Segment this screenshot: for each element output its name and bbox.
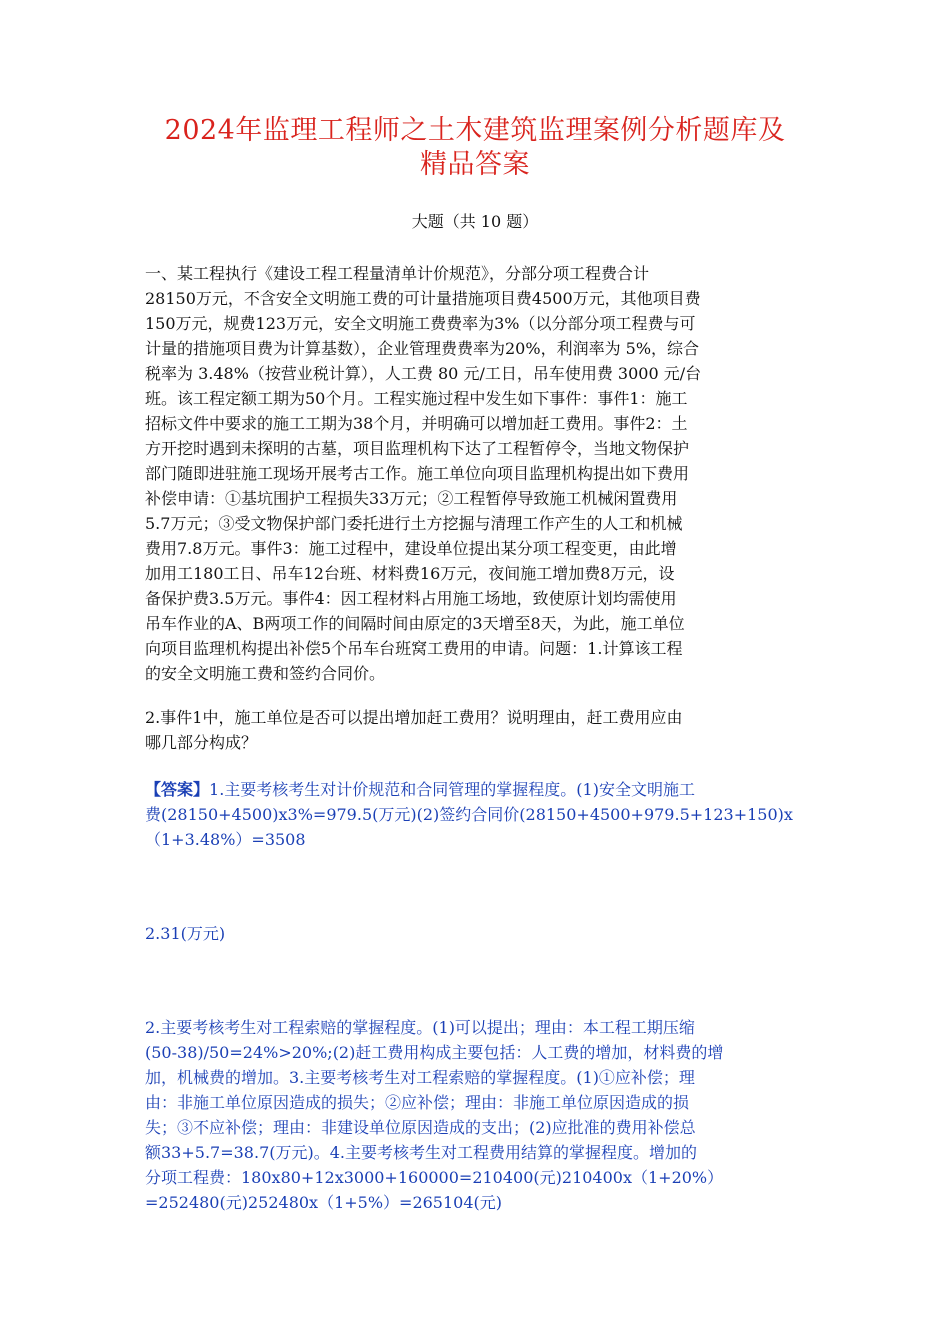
document-title-line-2: 精品答案	[420, 149, 530, 180]
answer-1-first-line	[145, 777, 815, 802]
question-1	[145, 261, 815, 686]
answer-2-line: 加，机械费的增加。3.主要考核考生对工程索赔的掌握程度。(1)①应补偿；理	[145, 1068, 695, 1087]
answer-2-line: 失；③不应补偿；理由：非建设单位原因造成的支出；(2)应批准的费用补偿总	[145, 1118, 696, 1137]
question-1-line: 的安全文明施工费和签约合同价。	[145, 664, 386, 683]
answer-1-line: 费(28150+4500)x3%=979.5(万元)(2)签约合同价(28150+4500+979.5+123+150)x	[145, 805, 793, 824]
question-2	[145, 705, 815, 755]
answer-2-line: 额33+5.7=38.7(万元)。4.主要考核考生对工程费用结算的掌握程度。增加的	[145, 1143, 697, 1162]
question-1-line: 计量的措施项目费为计算基数），企业管理费费率为20%，利润率为 5%，综合	[145, 339, 700, 358]
question-1-line: 备保护费3.5万元。事件4：因工程材料占用施工场地，致使原计划均需使用	[145, 589, 677, 608]
question-1-line: 加用工180工日、吊车12台班、材料费16万元，夜间施工增加费8万元，设	[145, 564, 675, 583]
answer-2-line: 由：非施工单位原因造成的损失；②应补偿；理由：非施工单位原因造成的损	[145, 1093, 690, 1112]
question-1-line: 补偿申请：①基坑围护工程损失33万元；②工程暂停导致施工机械闲置费用	[145, 489, 678, 508]
section-heading: 大题（共 10 题）	[411, 212, 539, 231]
question-1-line: 班。该工程定额工期为50个月。工程实施过程中发生如下事件：事件1：施工	[145, 389, 688, 408]
question-1-line: 招标文件中要求的施工工期为38个月，并明确可以增加赶工费用。事件2：土	[145, 414, 688, 433]
question-2-line: 哪几部分构成？	[145, 733, 258, 752]
document-title-line-1: 2024年监理工程师之土木建筑监理案例分析题库及	[164, 115, 786, 146]
question-1-line: 一、某工程执行《建设工程工程量清单计价规范》，分部分项工程费合计	[145, 264, 650, 283]
question-1-line: 吊车作业的A、B两项工作的间隔时间由原定的3天增至8天，为此，施工单位	[145, 614, 685, 633]
question-1-line: 150万元，规费123万元，安全文明施工费费率为3%（以分部分项工程费与可	[145, 314, 696, 333]
answer-1-tail-line: 2.31(万元)	[145, 924, 226, 943]
question-1-line: 部门随即进驻施工现场开展考古工作。施工单位向项目监理机构提出如下费用	[145, 464, 690, 483]
question-1-line: 向项目监理机构提出补偿5个吊车台班窝工费用的申请。问题：1.计算该工程	[145, 639, 683, 658]
answer-1-first-text: 1.主要考核考生对计价规范和合同管理的掌握程度。(1)安全文明施工	[209, 780, 695, 799]
answer-label: 【答案】	[145, 780, 210, 799]
answer-2-line: 分项工程费：180x80+12x3000+160000=210400(元)210400x（1+20%）	[145, 1168, 724, 1187]
question-2-line: 2.事件1中，施工单位是否可以提出增加赶工费用？说明理由，赶工费用应由	[145, 708, 683, 727]
question-1-line: 费用7.8万元。事件3：施工过程中，建设单位提出某分项工程变更，由此增	[145, 539, 677, 558]
answer-2-line: (50-38)/50=24%>20%;(2)赶工费用构成主要包括：人工费的增加，材料费的增	[145, 1043, 724, 1062]
answer-1-line: （1+3.48%）=3508	[145, 830, 306, 849]
answer-2-line: 2.主要考核考生对工程索赔的掌握程度。(1)可以提出；理由：本工程工期压缩	[145, 1018, 695, 1037]
question-1-line: 5.7万元；③受文物保护部门委托进行土方挖掘与清理工作产生的人工和机械	[145, 514, 683, 533]
question-1-line: 税率为 3.48%（按营业税计算），人工费 80 元/工日，吊车使用费 3000 元/台	[145, 364, 702, 383]
question-1-line: 方开挖时遇到未探明的古墓，项目监理机构下达了工程暂停令，当地文物保护	[145, 439, 690, 458]
answer-1	[145, 777, 815, 852]
answer-2-line: =252480(元)252480x（1+5%）=265104(元)	[145, 1193, 503, 1212]
question-1-line: 28150万元，不含安全文明施工费的可计量措施项目费4500万元，其他项目费	[145, 289, 701, 308]
answer-1-tail	[145, 921, 815, 946]
answer-2	[145, 1015, 815, 1215]
